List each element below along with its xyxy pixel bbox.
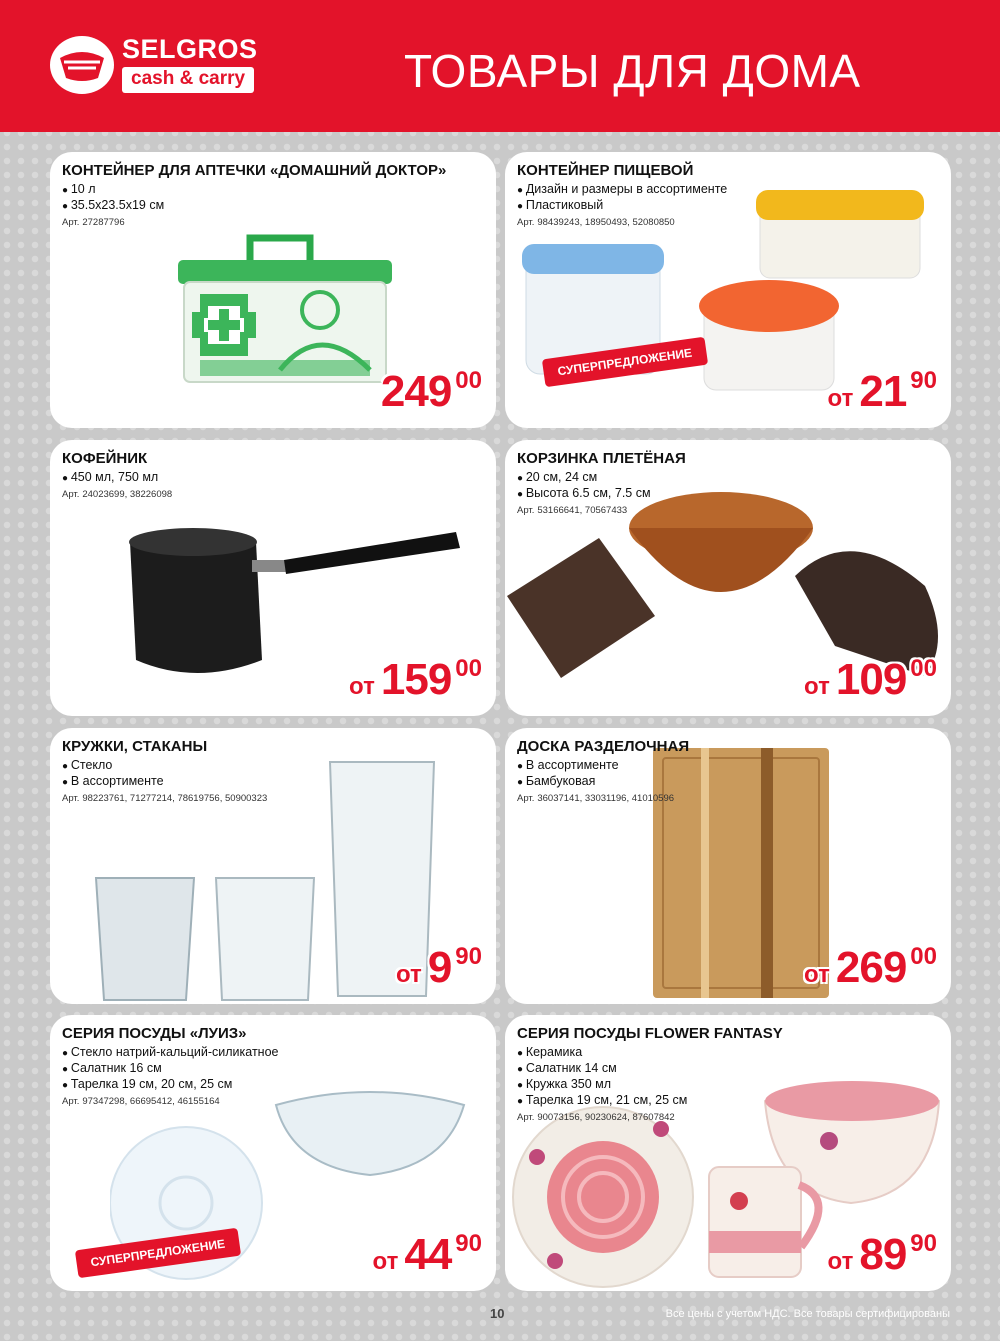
product-features bbox=[62, 758, 267, 804]
article-numbers bbox=[517, 505, 651, 516]
product-card-cutting-board[interactable] bbox=[505, 728, 951, 1004]
feature-item: ● Кружка 350 мл bbox=[517, 1077, 687, 1093]
article-values: 53166641, 70567433 bbox=[537, 505, 628, 516]
feature-item: ● Пластиковый bbox=[517, 198, 727, 214]
article-values: 98439243, 18950493, 52080850 bbox=[537, 217, 675, 228]
price-cents: 90 bbox=[455, 943, 482, 970]
price-main: 109 bbox=[835, 655, 907, 704]
product-title: СЕРИЯ ПОСУДЫ FLOWER FANTASY bbox=[517, 1025, 783, 1042]
feature-item: ● 10 л bbox=[62, 182, 164, 198]
feature-item: ● 450 мл, 750 мл bbox=[62, 470, 172, 486]
product-card-wicker-basket[interactable] bbox=[505, 440, 951, 716]
feature-item: ● Высота 6.5 см, 7.5 см bbox=[517, 486, 651, 502]
product-features bbox=[62, 182, 164, 228]
article-label: Арт. bbox=[62, 1096, 80, 1107]
price-main: 21 bbox=[859, 367, 907, 416]
product-card-coffee-pot[interactable] bbox=[50, 440, 496, 716]
product-features bbox=[517, 182, 727, 228]
feature-item: ● Салатник 14 см bbox=[517, 1061, 687, 1077]
product-features bbox=[517, 470, 651, 516]
price-from: от bbox=[395, 961, 422, 988]
price-main: 44 bbox=[404, 1230, 452, 1279]
article-numbers bbox=[517, 217, 727, 228]
price-tag bbox=[804, 657, 937, 702]
basket-logo-icon bbox=[50, 36, 114, 94]
feature-item: ● Керамика bbox=[517, 1045, 687, 1061]
price-cents: 90 bbox=[455, 1230, 482, 1257]
article-label: Арт. bbox=[62, 489, 80, 500]
page-title: ТОВАРЫ ДЛЯ ДОМА bbox=[404, 45, 861, 97]
article-values: 36037141, 33031196, 41010596 bbox=[537, 793, 675, 804]
price-tag bbox=[828, 369, 937, 414]
feature-item: ● 35.5x23.5x19 см bbox=[62, 198, 164, 214]
product-features bbox=[62, 470, 172, 500]
article-values: 98223761, 71277214, 78619756, 50900323 bbox=[82, 793, 268, 804]
price-cents: 00 bbox=[910, 655, 937, 682]
price-tag bbox=[396, 945, 482, 990]
price-cents: 90 bbox=[910, 1230, 937, 1257]
article-numbers bbox=[517, 1112, 687, 1123]
article-label: Арт. bbox=[62, 793, 80, 804]
price-from: от bbox=[827, 1248, 854, 1275]
article-label: Арт. bbox=[517, 217, 535, 228]
product-card-glasses[interactable] bbox=[50, 728, 496, 1004]
product-card-flower-fantasy[interactable] bbox=[505, 1015, 951, 1291]
selgros-logo[interactable] bbox=[50, 34, 260, 98]
product-title: КОФЕЙНИК bbox=[62, 450, 148, 467]
product-features bbox=[517, 758, 674, 804]
article-numbers bbox=[62, 1096, 279, 1107]
feature-item: ● В ассортименте bbox=[62, 774, 267, 790]
product-features bbox=[62, 1045, 279, 1107]
price-from: от bbox=[372, 1248, 399, 1275]
product-card-luiz-tableware[interactable] bbox=[50, 1015, 496, 1291]
price-tag bbox=[349, 657, 482, 702]
price-main: 159 bbox=[380, 655, 452, 704]
product-title: КОНТЕЙНЕР ПИЩЕВОЙ bbox=[517, 162, 694, 179]
article-values: 27287796 bbox=[82, 217, 125, 228]
brand-name: SELGROS bbox=[122, 34, 258, 64]
article-numbers bbox=[62, 489, 172, 500]
feature-item: ● Тарелка 19 см, 21 см, 25 см bbox=[517, 1093, 687, 1109]
product-title: КОНТЕЙНЕР ДЛЯ АПТЕЧКИ «ДОМАШНИЙ ДОКТОР» bbox=[62, 162, 447, 179]
price-tag bbox=[804, 945, 937, 990]
price-main: 89 bbox=[859, 1230, 907, 1279]
product-card-food-container[interactable] bbox=[505, 152, 951, 428]
price-tag bbox=[373, 1232, 482, 1277]
feature-item: ● Салатник 16 см bbox=[62, 1061, 279, 1077]
price-from: от bbox=[827, 385, 854, 412]
product-card-first-aid-container[interactable] bbox=[50, 152, 496, 428]
footer-note: Все цены с учетом НДС. Все товары сертифицированы bbox=[665, 1308, 950, 1320]
feature-item: ● Тарелка 19 см, 20 см, 25 см bbox=[62, 1077, 279, 1093]
price-tag bbox=[375, 369, 482, 414]
feature-item: ● Стекло bbox=[62, 758, 267, 774]
product-title: КРУЖКИ, СТАКАНЫ bbox=[62, 738, 208, 755]
feature-item: ● Стекло натрий-кальций-силикатное bbox=[62, 1045, 279, 1061]
price-tag bbox=[828, 1232, 937, 1277]
price-from: от bbox=[804, 673, 830, 700]
price-cents: 00 bbox=[455, 367, 482, 394]
super-offer-badge: СУПЕРПРЕДЛОЖЕНИЕ bbox=[542, 337, 708, 387]
price-main: 9 bbox=[427, 943, 452, 992]
price-cents: 90 bbox=[910, 367, 937, 394]
article-values: 24023699, 38226098 bbox=[82, 489, 173, 500]
feature-item: ● Бамбуковая bbox=[517, 774, 674, 790]
price-cents: 00 bbox=[910, 943, 937, 970]
feature-item: ● Дизайн и размеры в ассортименте bbox=[517, 182, 727, 198]
article-label: Арт. bbox=[517, 793, 535, 804]
price-main: 249 bbox=[380, 367, 452, 416]
article-values: 97347298, 66695412, 46155164 bbox=[82, 1096, 220, 1107]
price-cents: 00 bbox=[455, 655, 482, 682]
feature-item: ● 20 см, 24 см bbox=[517, 470, 651, 486]
article-numbers bbox=[62, 217, 164, 228]
product-title: КОРЗИНКА ПЛЕТЁНАЯ bbox=[517, 450, 686, 467]
header-banner bbox=[0, 0, 1000, 132]
super-offer-badge: СУПЕРПРЕДЛОЖЕНИЕ bbox=[75, 1228, 241, 1278]
article-label: Арт. bbox=[517, 505, 535, 516]
product-title: СЕРИЯ ПОСУДЫ «ЛУИЗ» bbox=[62, 1025, 247, 1042]
article-values: 90073156, 90230624, 87607842 bbox=[537, 1112, 675, 1123]
brand-tagline: cash & carry bbox=[122, 67, 254, 93]
article-label: Арт. bbox=[517, 1112, 535, 1123]
price-from: от bbox=[804, 961, 830, 988]
article-numbers bbox=[62, 793, 267, 804]
price-from: от bbox=[349, 673, 375, 700]
price-main: 269 bbox=[835, 943, 907, 992]
article-numbers bbox=[517, 793, 674, 804]
article-label: Арт. bbox=[62, 217, 80, 228]
first-aid-box-image bbox=[170, 230, 410, 390]
feature-item: ● В ассортименте bbox=[517, 758, 674, 774]
product-features bbox=[517, 1045, 687, 1123]
page-number: 10 bbox=[490, 1306, 505, 1321]
product-title: ДОСКА РАЗДЕЛОЧНАЯ bbox=[517, 738, 690, 755]
